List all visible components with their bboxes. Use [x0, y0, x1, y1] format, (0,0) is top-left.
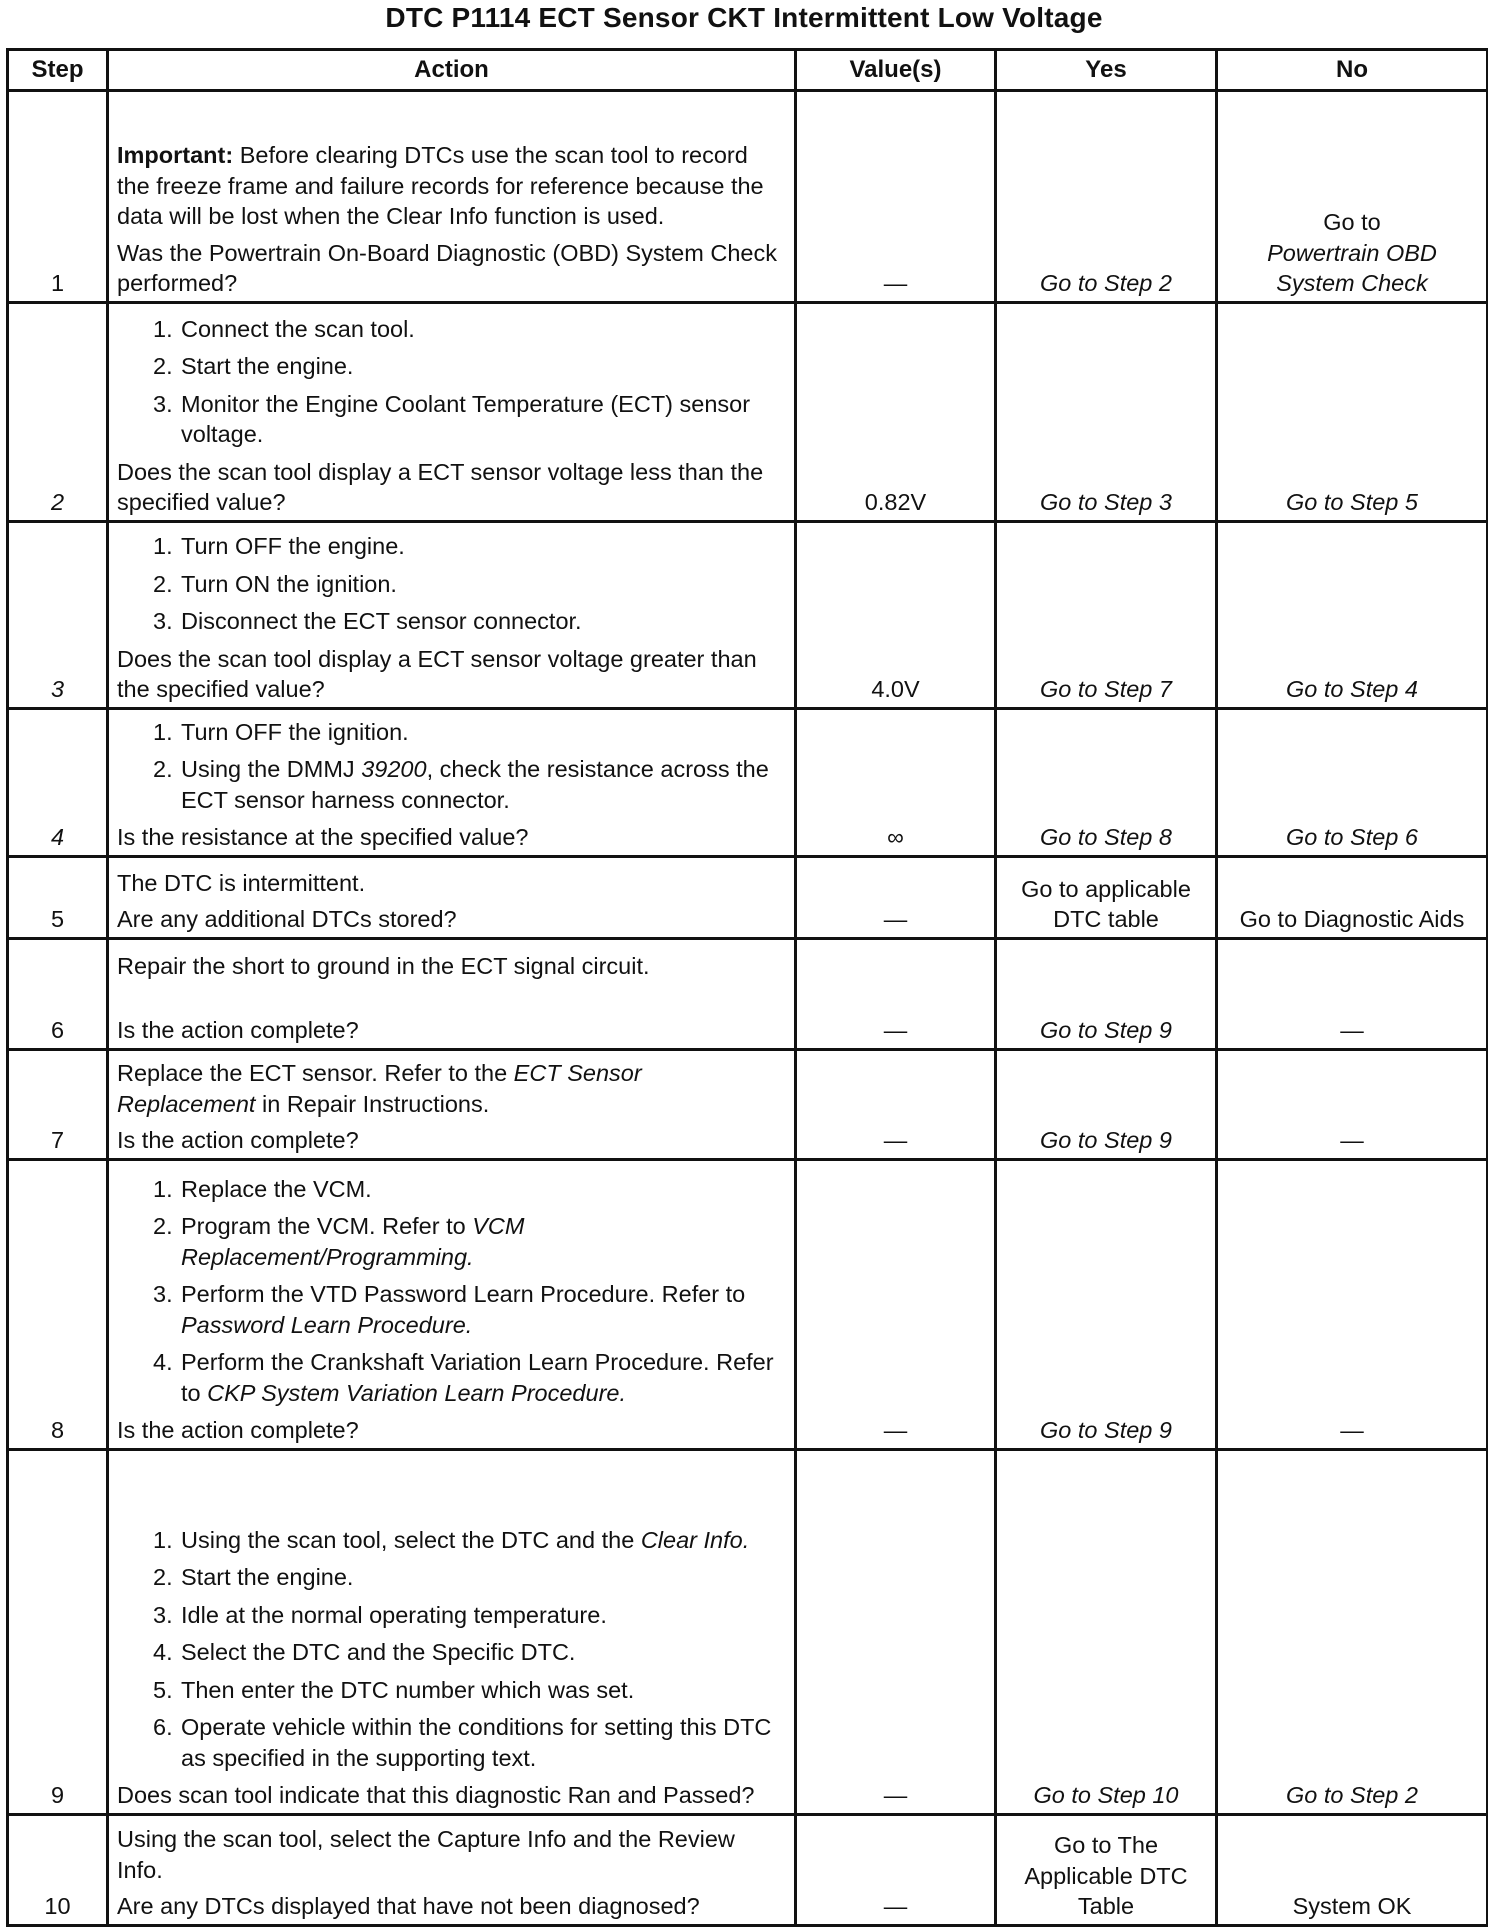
- table-row: [8, 709, 1488, 857]
- header-no: No: [1217, 50, 1488, 91]
- step-number: 4: [8, 709, 108, 857]
- value-cell: —: [796, 857, 996, 939]
- list-item: 3. Perform the VTD Password Learn Procedure. Refer to Password Learn Procedure.: [153, 1281, 746, 1338]
- value-cell: 4.0V: [796, 522, 996, 709]
- table-header-row: [8, 50, 1488, 91]
- header-yes: Yes: [996, 50, 1217, 91]
- action-cell: [108, 709, 796, 857]
- yes-cell: Go to applicable DTC table: [996, 857, 1217, 939]
- list-item: 2. Turn ON the ignition.: [153, 570, 397, 597]
- list-item: 6. Operate vehicle within the conditions for setting this DTC as specified in the supporting text.: [153, 1714, 772, 1771]
- step-number: 5: [8, 857, 108, 939]
- question-text: Is the action complete?: [117, 1127, 359, 1154]
- no-cell: Go to Step 2: [1217, 1450, 1488, 1815]
- question-text: Does the scan tool display a ECT sensor voltage greater than the specified value?: [117, 645, 757, 703]
- no-cell: Go to Step 5: [1217, 303, 1488, 522]
- action-cell: [108, 91, 796, 303]
- list-item: 1. Replace the VCM.: [153, 1175, 372, 1202]
- table-row: [8, 1450, 1488, 1815]
- step-number: 1: [8, 91, 108, 303]
- yes-cell: Go to Step 10: [996, 1450, 1217, 1815]
- yes-cell: Go to Step 8: [996, 709, 1217, 857]
- value-cell: —: [796, 939, 996, 1050]
- yes-cell: Go to Step 9: [996, 1050, 1217, 1160]
- procedure-list: [117, 314, 786, 450]
- list-item: 3. Idle at the normal operating temperature.: [153, 1601, 607, 1628]
- value-cell: —: [796, 1160, 996, 1450]
- step-number: 6: [8, 939, 108, 1050]
- list-item: 4. Select the DTC and the Specific DTC.: [153, 1639, 576, 1666]
- value-cell: —: [796, 1050, 996, 1160]
- step-number: 3: [8, 522, 108, 709]
- yes-cell: Go to The Applicable DTC Table: [996, 1815, 1217, 1926]
- action-cell: [108, 1450, 796, 1815]
- table-row: [8, 1050, 1488, 1160]
- no-cell: System OK: [1217, 1815, 1488, 1926]
- list-item: 5. Then enter the DTC number which was set.: [153, 1676, 635, 1703]
- yes-cell: Go to Step 2: [996, 91, 1217, 303]
- action-cell: [108, 522, 796, 709]
- value-cell: —: [796, 1815, 996, 1926]
- list-item: 1. Turn OFF the engine.: [153, 533, 405, 560]
- table-row: [8, 1815, 1488, 1926]
- question-text: Are any additional DTCs stored?: [117, 906, 457, 933]
- action-cell: [108, 939, 796, 1050]
- list-item: 1. Turn OFF the ignition.: [153, 718, 409, 745]
- question-text: Was the Powertrain On-Board Diagnostic (OBD) System Check performed?: [117, 239, 777, 297]
- list-item: 3. Disconnect the ECT sensor connector.: [153, 608, 582, 635]
- question-text: Is the action complete?: [117, 1017, 359, 1044]
- list-item: 1. Connect the scan tool.: [153, 315, 415, 342]
- list-item: 2. Start the engine.: [153, 353, 354, 380]
- action-text: Using the scan tool, select the Capture Info and the Review Info.: [117, 1826, 735, 1883]
- list-item: 1. Using the scan tool, select the DTC and the Clear Info.: [153, 1526, 750, 1553]
- procedure-list: [117, 531, 786, 637]
- value-cell: ∞: [796, 709, 996, 857]
- question-text: Is the resistance at the specified value?: [117, 824, 529, 851]
- page-title: DTC P1114 ECT Sensor CKT Intermittent Low Voltage: [385, 2, 1103, 33]
- step-number: 8: [8, 1160, 108, 1450]
- table-row: [8, 522, 1488, 709]
- value-cell: —: [796, 1450, 996, 1815]
- no-cell: Go to Diagnostic Aids: [1217, 857, 1488, 939]
- list-item: 2. Start the engine.: [153, 1564, 354, 1591]
- list-item: 2. Using the DMMJ 39200, check the resistance across the ECT sensor harness connector.: [153, 756, 769, 813]
- no-cell: Go to Step 6: [1217, 709, 1488, 857]
- list-item: 2. Program the VCM. Refer to VCM Replacement/Programming.: [153, 1213, 525, 1270]
- no-cell: —: [1217, 939, 1488, 1050]
- step-number: 7: [8, 1050, 108, 1160]
- value-cell: 0.82V: [796, 303, 996, 522]
- step-number: 2: [8, 303, 108, 522]
- question-text: Is the action complete?: [117, 1417, 359, 1444]
- header-values: Value(s): [796, 50, 996, 91]
- action-cell: [108, 1050, 796, 1160]
- step-number: 9: [8, 1450, 108, 1815]
- table-row: [8, 303, 1488, 522]
- question-text: Does the scan tool display a ECT sensor voltage less than the specified value?: [117, 458, 764, 516]
- yes-cell: Go to Step 3: [996, 303, 1217, 522]
- diagnostic-table: [6, 48, 1488, 1927]
- yes-cell: Go to Step 9: [996, 939, 1217, 1050]
- procedure-list: [117, 1174, 786, 1409]
- procedure-list: [117, 1525, 786, 1774]
- yes-cell: Go to Step 9: [996, 1160, 1217, 1450]
- table-row: [8, 857, 1488, 939]
- no-cell: Go to Powertrain OBD System Check: [1217, 91, 1488, 303]
- value-cell: —: [796, 91, 996, 303]
- list-item: 4. Perform the Crankshaft Variation Learn Procedure. Refer to CKP System Variation Learn Procedure.: [153, 1349, 774, 1406]
- action-cell: [108, 1815, 796, 1926]
- yes-cell: Go to Step 7: [996, 522, 1217, 709]
- list-item: 3. Monitor the Engine Coolant Temperature (ECT) sensor voltage.: [153, 390, 751, 448]
- action-cell: [108, 857, 796, 939]
- step-number: 10: [8, 1815, 108, 1926]
- no-cell: Go to Step 4: [1217, 522, 1488, 709]
- table-row: [8, 1160, 1488, 1450]
- action-cell: [108, 1160, 796, 1450]
- header-step: Step: [8, 50, 108, 91]
- action-text: Replace the ECT sensor. Refer to the ECT Sensor Replacement in Repair Instructions.: [117, 1060, 642, 1117]
- action-text: The DTC is intermittent.: [117, 869, 366, 896]
- action-text: Repair the short to ground in the ECT signal circuit.: [117, 952, 650, 979]
- no-cell: —: [1217, 1160, 1488, 1450]
- no-cell: —: [1217, 1050, 1488, 1160]
- table-row: [8, 939, 1488, 1050]
- table-row: [8, 91, 1488, 303]
- question-text: Does scan tool indicate that this diagnostic Ran and Passed?: [117, 1782, 755, 1809]
- action-cell: [108, 303, 796, 522]
- procedure-list: [117, 717, 786, 816]
- question-text: Are any DTCs displayed that have not been diagnosed?: [117, 1893, 700, 1920]
- important-note: Important: Before clearing DTCs use the scan tool to record the freeze frame and failure records for reference because the data will be lost when the Clear Info function is used.: [117, 142, 764, 230]
- header-action: Action: [108, 50, 796, 91]
